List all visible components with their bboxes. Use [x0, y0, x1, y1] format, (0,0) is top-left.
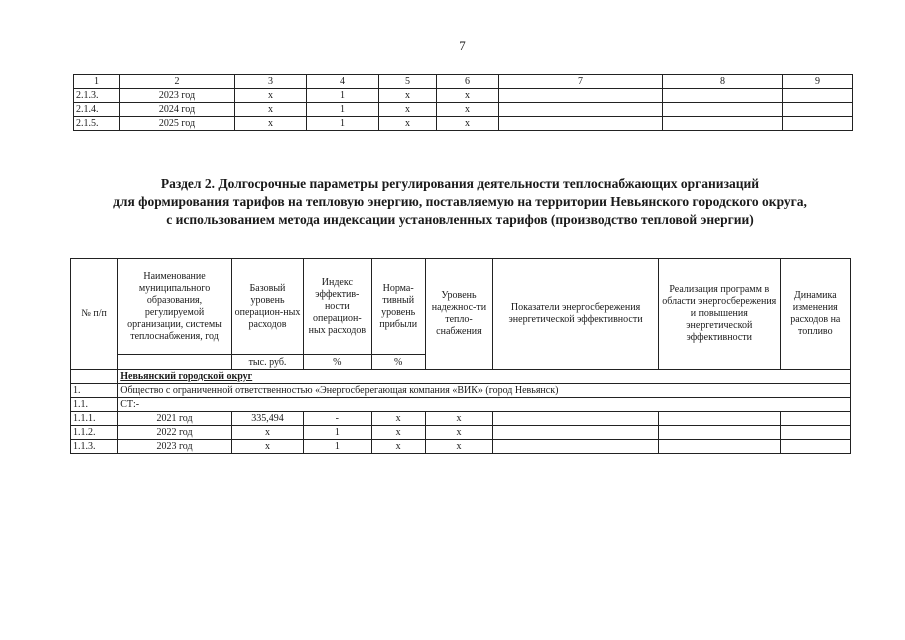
cell: [493, 426, 659, 440]
cell: [493, 440, 659, 454]
row-number: 2.1.3.: [74, 89, 120, 103]
cell: x: [437, 103, 499, 117]
header-fuel-dynamics: Динамика изменения расходов на топливо: [780, 259, 850, 370]
system-name: СТ:-: [118, 398, 851, 412]
cell: 1: [304, 440, 371, 454]
cell: [499, 117, 663, 131]
header-number: № п/п: [71, 259, 118, 370]
row-number: 1.1.1.: [71, 412, 118, 426]
cell: 1: [307, 117, 379, 131]
row-number: 1.: [71, 384, 118, 398]
cell: [658, 426, 780, 440]
cell: x: [371, 426, 425, 440]
row-year: 2023 год: [120, 89, 235, 103]
table-row: [71, 412, 851, 426]
cell: [71, 370, 118, 384]
cell: x: [425, 440, 492, 454]
row-year: 2022 год: [118, 426, 232, 440]
municipality-row: [71, 370, 851, 384]
cell: [658, 440, 780, 454]
unit-cell: [118, 355, 232, 370]
cell: x: [437, 117, 499, 131]
company-row: [71, 384, 851, 398]
column-header: 8: [663, 75, 783, 89]
cell: [783, 117, 853, 131]
row-year: 2024 год: [120, 103, 235, 117]
municipality-name: Невьянский городской округ: [118, 370, 851, 384]
cell: [783, 103, 853, 117]
cell: -: [304, 412, 371, 426]
section-title: [60, 175, 860, 229]
row-number: 1.1.3.: [71, 440, 118, 454]
cell: x: [231, 440, 303, 454]
cell: [663, 89, 783, 103]
continuation-table: [73, 74, 853, 131]
unit-efficiency-index: %: [304, 355, 371, 370]
header-energy-indicators: Показатели энергосбережения энергетической эффективности: [493, 259, 659, 370]
section-title-line: для формирования тарифов на тепловую энергию, поставляемую на территории Невьянского городского округа,: [113, 194, 807, 209]
cell: x: [437, 89, 499, 103]
company-name: Общество с ограниченной ответственностью «Энергосберегающая компания «ВИК» (город Невьянск): [118, 384, 851, 398]
column-header: 6: [437, 75, 499, 89]
system-row: [71, 398, 851, 412]
cell: [499, 103, 663, 117]
cell: [780, 412, 850, 426]
row-number: 2.1.4.: [74, 103, 120, 117]
cell: [499, 89, 663, 103]
cell: x: [231, 426, 303, 440]
cell: x: [235, 117, 307, 131]
cell: [783, 89, 853, 103]
header-name: Наименование муниципального образования, регулируемой организации, системы теплоснабжения, год: [118, 259, 232, 355]
row-number: 1.1.: [71, 398, 118, 412]
header-base-costs: Базовый уровень операцион-ных расходов: [231, 259, 303, 355]
table-row: [74, 103, 853, 117]
cell: [493, 412, 659, 426]
cell: 335,494: [231, 412, 303, 426]
row-number: 1.1.2.: [71, 426, 118, 440]
section-title-line: с использованием метода индексации установленных тарифов (производство тепловой энергии): [166, 212, 754, 227]
table-row: [71, 440, 851, 454]
cell: x: [235, 89, 307, 103]
cell: [658, 412, 780, 426]
header-energy-programs: Реализация программ в области энергосбережения и повышения энергетической эффективности: [658, 259, 780, 370]
header-efficiency-index: Индекс эффектив-ности операцион-ных расходов: [304, 259, 371, 355]
cell: 1: [307, 89, 379, 103]
column-header: 4: [307, 75, 379, 89]
column-header: 2: [120, 75, 235, 89]
cell: x: [371, 440, 425, 454]
cell: x: [379, 89, 437, 103]
table-header-row: [71, 259, 851, 355]
cell: [780, 426, 850, 440]
row-number: 2.1.5.: [74, 117, 120, 131]
table-row: [71, 426, 851, 440]
cell: x: [425, 412, 492, 426]
cell: x: [379, 103, 437, 117]
cell: [663, 117, 783, 131]
column-header: 5: [379, 75, 437, 89]
section-title-line: Раздел 2. Долгосрочные параметры регулирования деятельности теплоснабжающих организаций: [160, 176, 760, 191]
parameters-table: [70, 258, 851, 454]
row-year: 2021 год: [118, 412, 232, 426]
cell: x: [235, 103, 307, 117]
page-number: 7: [459, 38, 466, 53]
cell: [780, 440, 850, 454]
cell: x: [371, 412, 425, 426]
row-year: 2025 год: [120, 117, 235, 131]
cell: 1: [304, 426, 371, 440]
column-header: 7: [499, 75, 663, 89]
header-normative-profit: Норма-тивный уровень прибыли: [371, 259, 425, 355]
column-header: 3: [235, 75, 307, 89]
cell: x: [425, 426, 492, 440]
cell: 1: [307, 103, 379, 117]
unit-base-costs: тыс. руб.: [231, 355, 303, 370]
cell: x: [379, 117, 437, 131]
cell: [663, 103, 783, 117]
column-header: 1: [74, 75, 120, 89]
table-header-row: [74, 75, 853, 89]
column-header: 9: [783, 75, 853, 89]
unit-normative-profit: %: [371, 355, 425, 370]
table-row: [74, 117, 853, 131]
row-year: 2023 год: [118, 440, 232, 454]
table-row: [74, 89, 853, 103]
header-reliability: Уровень надежнос-ти тепло-снабжения: [425, 259, 492, 370]
